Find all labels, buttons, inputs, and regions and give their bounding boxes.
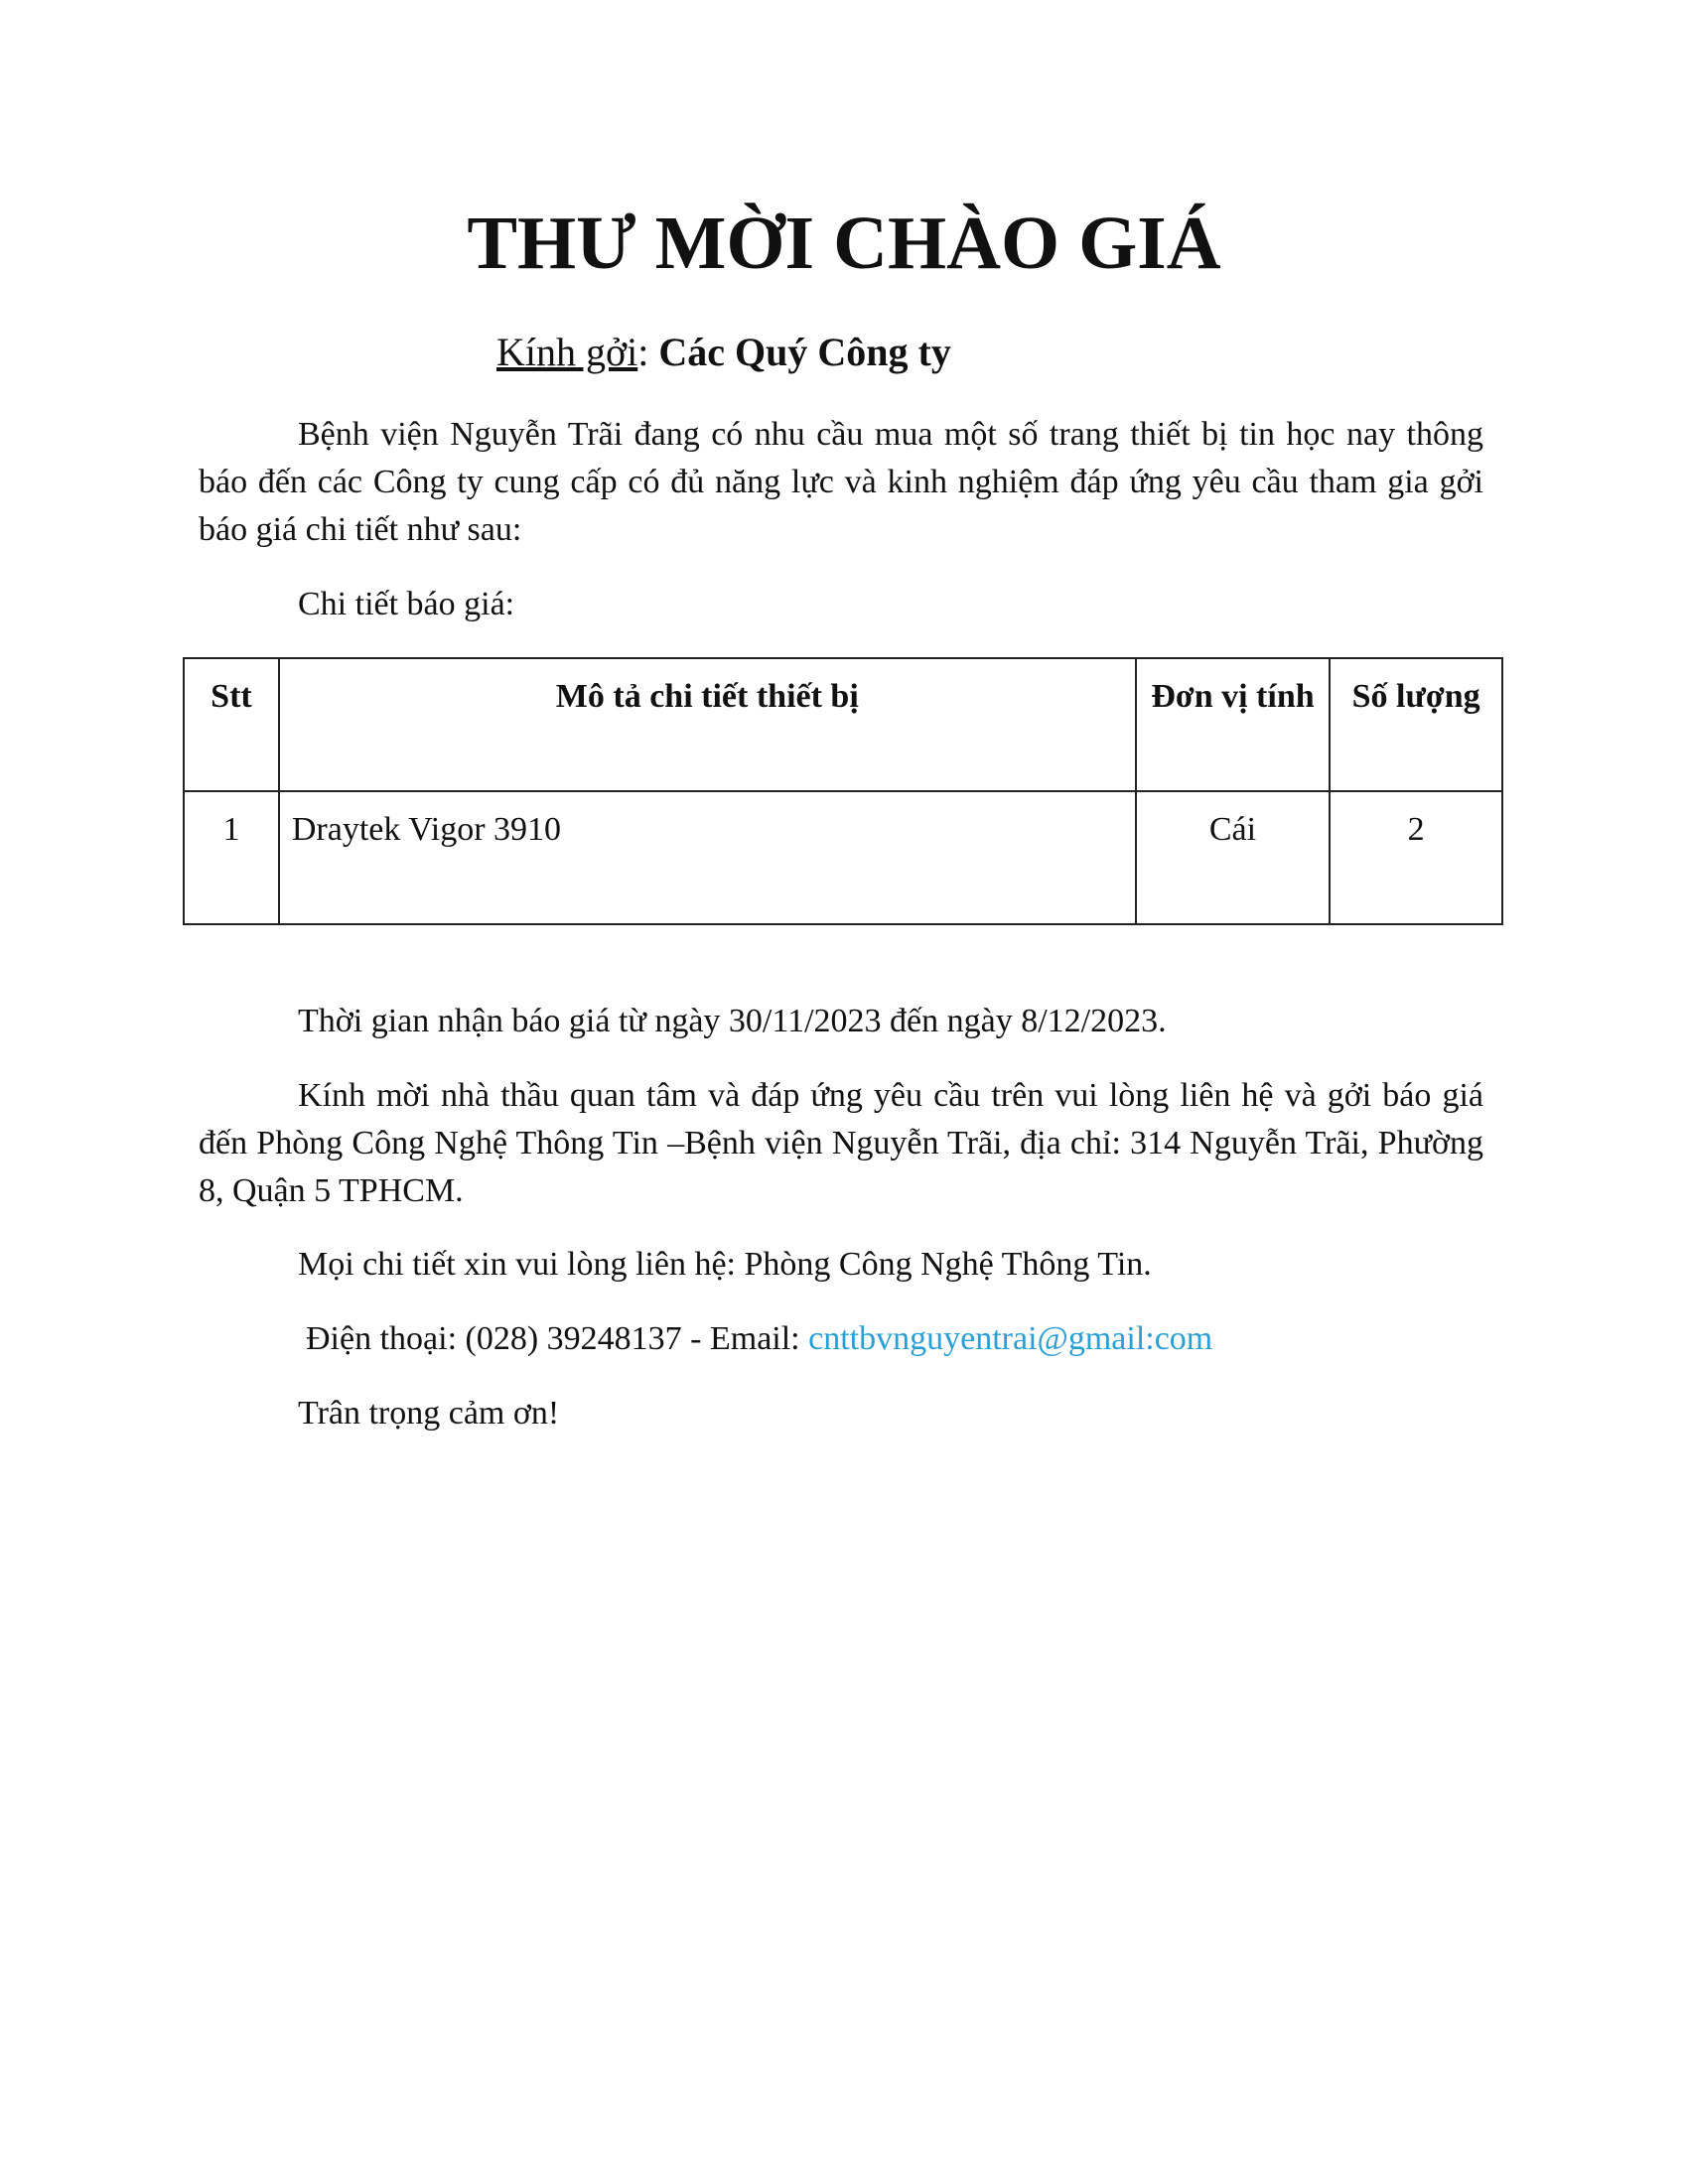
salutation-recipient: Các Quý Công ty — [658, 330, 951, 374]
intro-paragraph: Bệnh viện Nguyễn Trãi đang có nhu cầu mua một số trang thiết bị tin học nay thông báo đến các Công ty cung cấp có đủ năng lực và kinh nghiệm đáp ứng yêu cầu tham gia gởi báo giá chi tiết như sau: — [199, 416, 1483, 548]
document-title: THƯ MỜI CHÀO GIÁ — [467, 202, 1221, 285]
salutation-label: Kính gởi — [496, 330, 638, 374]
details-heading: Chi tiết báo giá: — [298, 586, 515, 622]
header-quantity: Số lượng — [1330, 658, 1502, 791]
email-link[interactable]: cnttbvnguyentrai@gmail:com — [808, 1320, 1213, 1357]
invitation-paragraph: Kính mời nhà thầu quan tâm và đáp ứng yêu cầu trên vui lòng liên hệ và gởi báo giá đến Phòng Công Nghệ Thông Tin –Bệnh viện Nguyễn Trãi, địa chỉ: 314 Nguyễn Trãi, Phường 8, Quận 5 TPHCM. — [199, 1077, 1483, 1209]
quote-table — [183, 657, 1503, 925]
phone-email-line — [199, 1315, 1483, 1363]
header-stt: Stt — [184, 658, 279, 791]
table-row — [184, 791, 1502, 924]
header-unit: Đơn vị tính — [1136, 658, 1331, 791]
salutation-separator: : — [637, 330, 659, 374]
contact-paragraph: Mọi chi tiết xin vui lòng liên hệ: Phòng Công Nghệ Thông Tin. — [298, 1246, 1152, 1283]
header-description: Mô tả chi tiết thiết bị — [279, 658, 1136, 791]
salutation — [496, 328, 951, 377]
receive-time-paragraph: Thời gian nhận báo giá từ ngày 30/11/2023 đến ngày 8/12/2023. — [298, 1003, 1167, 1039]
phone-text: Điện thoại: (028) 39248137 - Email: — [306, 1320, 809, 1357]
cell-description: Draytek Vigor 3910 — [279, 791, 1136, 924]
table-header-row — [184, 658, 1502, 791]
cell-quantity: 2 — [1330, 791, 1502, 924]
cell-unit: Cái — [1136, 791, 1331, 924]
cell-stt: 1 — [184, 791, 279, 924]
closing-line: Trân trọng cảm ơn! — [298, 1395, 560, 1432]
